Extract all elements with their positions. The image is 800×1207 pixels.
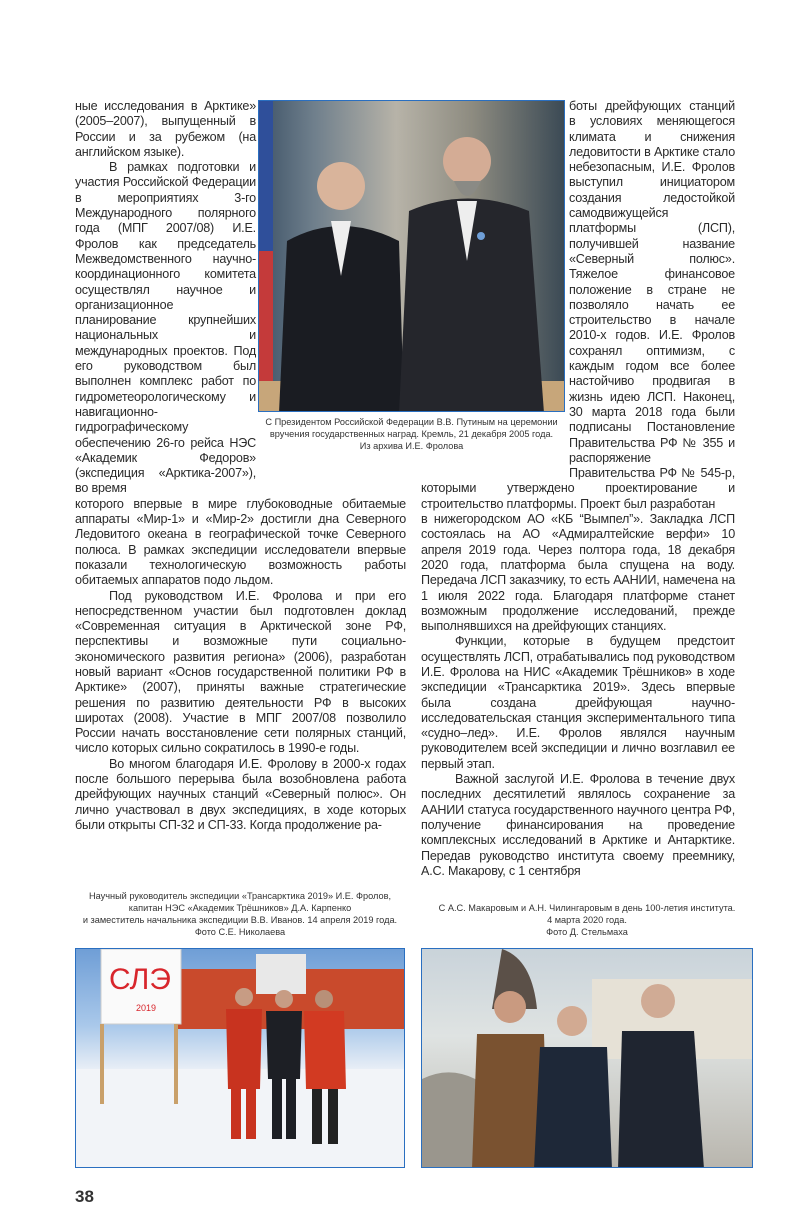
photo-makarov-chilingarov <box>421 948 753 1168</box>
caption-bottom-right-photo <box>421 902 753 938</box>
caption-line: капитан НЭС «Академик Трёшников» Д.А. Карпенко <box>128 903 352 913</box>
caption-line: С Президентом Российской Федерации В.В. Путиным на церемонии <box>265 417 558 427</box>
photo-expedition-ice <box>75 948 405 1168</box>
paragraph: Важной заслугой И.Е. Фролова в течение двух последних десятилетий являлось сохранение за ААНИИ статуса государственного научного центра РФ, получение финансирования на проведение комплексных исследований в Арктике и Антарктике. Передав руководство института своему преемнику, А.С. Макарову, с 1 сентября <box>421 772 735 878</box>
caption-line: 4 марта 2020 года. <box>547 915 627 925</box>
caption-line: С А.С. Макаровым и А.Н. Чилингаровым в день 100-летия института. <box>438 903 736 913</box>
photo-illustration <box>259 101 565 412</box>
sign-title: СЛЭ <box>109 963 171 996</box>
caption-line: Фото Д. Стельмаха <box>546 927 628 937</box>
photo-illustration <box>422 949 753 1168</box>
caption-bottom-left-photo <box>75 890 405 938</box>
caption-line: Фото С.Е. Николаева <box>194 927 286 937</box>
caption-line: Научный руководитель экспедиции «Трансарктика 2019» И.Е. Фролов, <box>88 891 392 901</box>
paragraph: ные исследования в Арктике» (2005–2007), выпущенный в России и за рубежом (на английском языке). <box>75 99 256 159</box>
paragraph: в нижегородском АО «КБ “Вымпел”». Закладка ЛСП состоялась на АО «Адмиралтейские верфи» 10 апреля 2019 года. Через полтора года, 18 декабря 2020 года, платформа была спущена на воду. Передача ЛСП заказчику, то есть ААНИИ, намечена на 1 июля 2022 года. Благодаря платформе станет возможным продолжение исследований, прежде выполнявшихся на дрейфующих станциях. <box>421 512 735 634</box>
paragraph: Во многом благодаря И.Е. Фролову в 2000-х годах после большого перерыва была возобновлена работа дрейфующих научных станций «Северный полюс». Он лично участвовал в двух экспедициях, в ходе которых были открыты СП-32 и СП-33. Когда продолжение ра- <box>75 756 406 832</box>
paragraph: Под руководством И.Е. Фролова и при его непосредственном участии был подготовлен доклад «Современная ситуация в Арктической зоне РФ, перспективы и возможные пути социально-экономического развития региона» (2006), разработан новый вариант «Основ государственной политики РФ в Арктике» (2007), приняты важные стратегические решения по развитию деятельности РФ в высоких широтах (2008). Участие в МПГ 2007/08 позволило России начать восстановление сети полярных станций, число которых сильно сократилось в 1990-е годы. <box>75 588 406 756</box>
page-number: 38 <box>75 1187 94 1206</box>
photo-illustration <box>76 949 405 1168</box>
caption-line: и заместитель начальника экспедиции В.В. Иванов. 14 апреля 2019 года. <box>82 915 398 925</box>
caption-line: Из архива И.Е. Фролова <box>359 441 464 451</box>
text-right-wide <box>421 512 735 879</box>
caption-line: вручения государственных наград. Кремль, 21 декабря 2005 года. <box>269 429 554 439</box>
sign-year: 2019 <box>136 1003 157 1013</box>
photo-putin-frolov <box>258 100 565 412</box>
paragraph: Функции, которые в будущем предстоит осуществлять ЛСП, отрабатывались под руководством И.Е. Фролова на НИС «Академик Трёшников» в ходе экспедиции «Трансарктика 2019». Здесь впервые была создана дрейфующая научно-исследовательская станция экспериментального типа «судно–лед». И.Е. Фролов являлся научным руководителем всей экспедиции и лично возглавил ее первый этап. <box>421 634 735 771</box>
paragraph: которого впервые в мире глубоководные обитаемые аппараты «Мир-1» и «Мир-2» достигли дна Северного Ледовитого океана в географической точке Северного полюса. В рамках экспедиции исследователи впервые показали технологическую возможность работы обитаемых аппаратов подо льдом. <box>75 496 406 588</box>
text-left-wide <box>75 497 406 834</box>
paragraph: боты дрейфующих станций в условиях меняющегося климата и снижения ледовитости в Арктике стало небезопасным, И.Е. Фролов выступил инициатором создания ледостойкой самодвижущейся платформы (ЛСП), получившей название «Северный полюс». Тяжелое финансовое положение в стране не позволяло начать ее строительство в начале 2010-х годов. И.Е. Фролов сохранял оптимизм, с каждым годом все более настойчиво продвигая в жизнь идею ЛСП. Наконец, 30 марта 2018 года были подписаны Постановление Правительства РФ № 355 и распоряжение Правительства РФ № 545-р, которыми утверждено проектирование и строительство платформы. Проект был разработан <box>421 99 735 511</box>
caption-top-photo <box>258 416 565 452</box>
paragraph: В рамках подготовки и участия Российской Федерации в мероприятиях 3-го Международного полярного года (МПГ 2007/08) И.Е. Фролов как председатель Межведомственного научно-координационного комитета осуществлял научное и организационное планирование крупнейших национальных и международных проектов. Под его руководством был выполнен комплекс работ по гидрометеорологическому и навигационно-гидрографическому обеспечению 26-го рейса НЭС «Академик Федоров» (экспедиция «Арктика-2007»), во время <box>75 160 256 496</box>
